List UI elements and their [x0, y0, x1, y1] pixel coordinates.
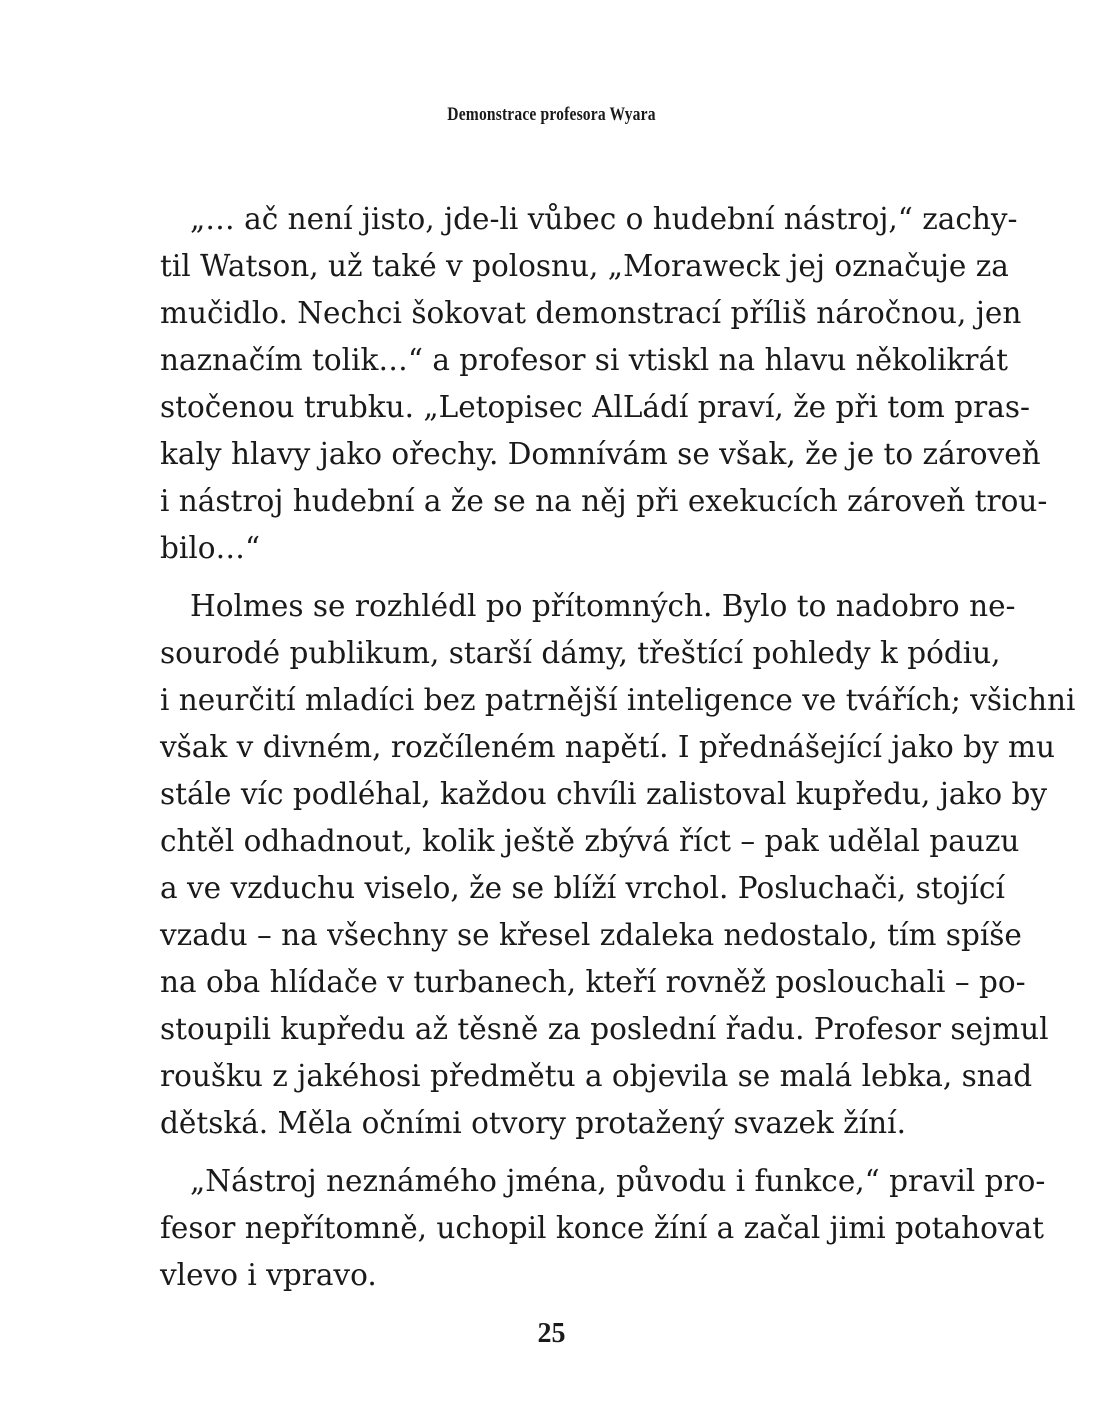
running-head: Demonstrace profesora Wyara: [447, 104, 656, 125]
paragraph: [160, 196, 1048, 572]
text-line: však v divném, rozčíleném napětí. I přednášející jako by mu: [160, 730, 1055, 764]
text-line: fesor nepřítomně, uchopil konce žíní a začal jimi potahovat: [160, 1211, 1044, 1245]
body-text: [160, 196, 1076, 1299]
text-line: stále víc podléhal, každou chvíli zalistoval kupředu, jako by: [160, 777, 1048, 811]
text-line: naznačím tolik…“ a profesor si vtiskl na hlavu několikrát: [160, 343, 1008, 377]
paragraph: [160, 1158, 1046, 1299]
text-line: i neurčití mladíci bez patrnější inteligence ve tvářích; všichni: [160, 683, 1076, 717]
text-line: bilo…“: [160, 531, 261, 565]
paragraph: [160, 583, 1076, 1147]
text-line: a ve vzduchu viselo, že se blíží vrchol. Posluchači, stojící: [160, 871, 1005, 905]
text-line: „… ač není jisto, jde-li vůbec o hudební nástroj,“ zachy-: [190, 202, 1018, 236]
text-line: „Nástroj neznámého jména, původu i funkce,“ pravil pro-: [190, 1164, 1046, 1198]
page-number: 25: [537, 1318, 566, 1349]
paragraph-gap: [160, 1147, 950, 1158]
text-line: i nástroj hudební a že se na něj při exekucích zároveň trou-: [160, 484, 1048, 518]
text-line: stočenou trubku. „Letopisec AlLádí praví, že při tom pras-: [160, 390, 1030, 424]
text-line: vlevo i vpravo.: [160, 1258, 377, 1292]
text-line: vzadu – na všechny se křesel zdaleka nedostalo, tím spíše: [160, 918, 1022, 952]
paragraph-gap: [160, 572, 950, 583]
text-line: stoupili kupředu až těsně za poslední řadu. Profesor sejmul: [160, 1012, 1049, 1046]
text-line: roušku z jakéhosi předmětu a objevila se malá lebka, snad: [160, 1059, 1033, 1093]
text-line: Holmes se rozhlédl po přítomných. Bylo to nadobro ne-: [190, 589, 1016, 623]
text-line: kaly hlavy jako ořechy. Domnívám se však, že je to zároveň: [160, 437, 1041, 471]
text-line: til Watson, už také v polosnu, „Moraweck jej označuje za: [160, 249, 1009, 283]
text-line: mučidlo. Nechci šokovat demonstrací příliš náročnou, jen: [160, 296, 1022, 330]
text-line: chtěl odhadnout, kolik ještě zbývá říct – pak udělal pauzu: [160, 824, 1020, 858]
text-line: dětská. Měla očními otvory protažený svazek žíní.: [160, 1106, 906, 1140]
text-line: sourodé publikum, starší dámy, třeštící pohledy k pódiu,: [160, 636, 1001, 670]
text-line: na oba hlídače v turbanech, kteří rovněž poslouchali – po-: [160, 965, 1026, 999]
